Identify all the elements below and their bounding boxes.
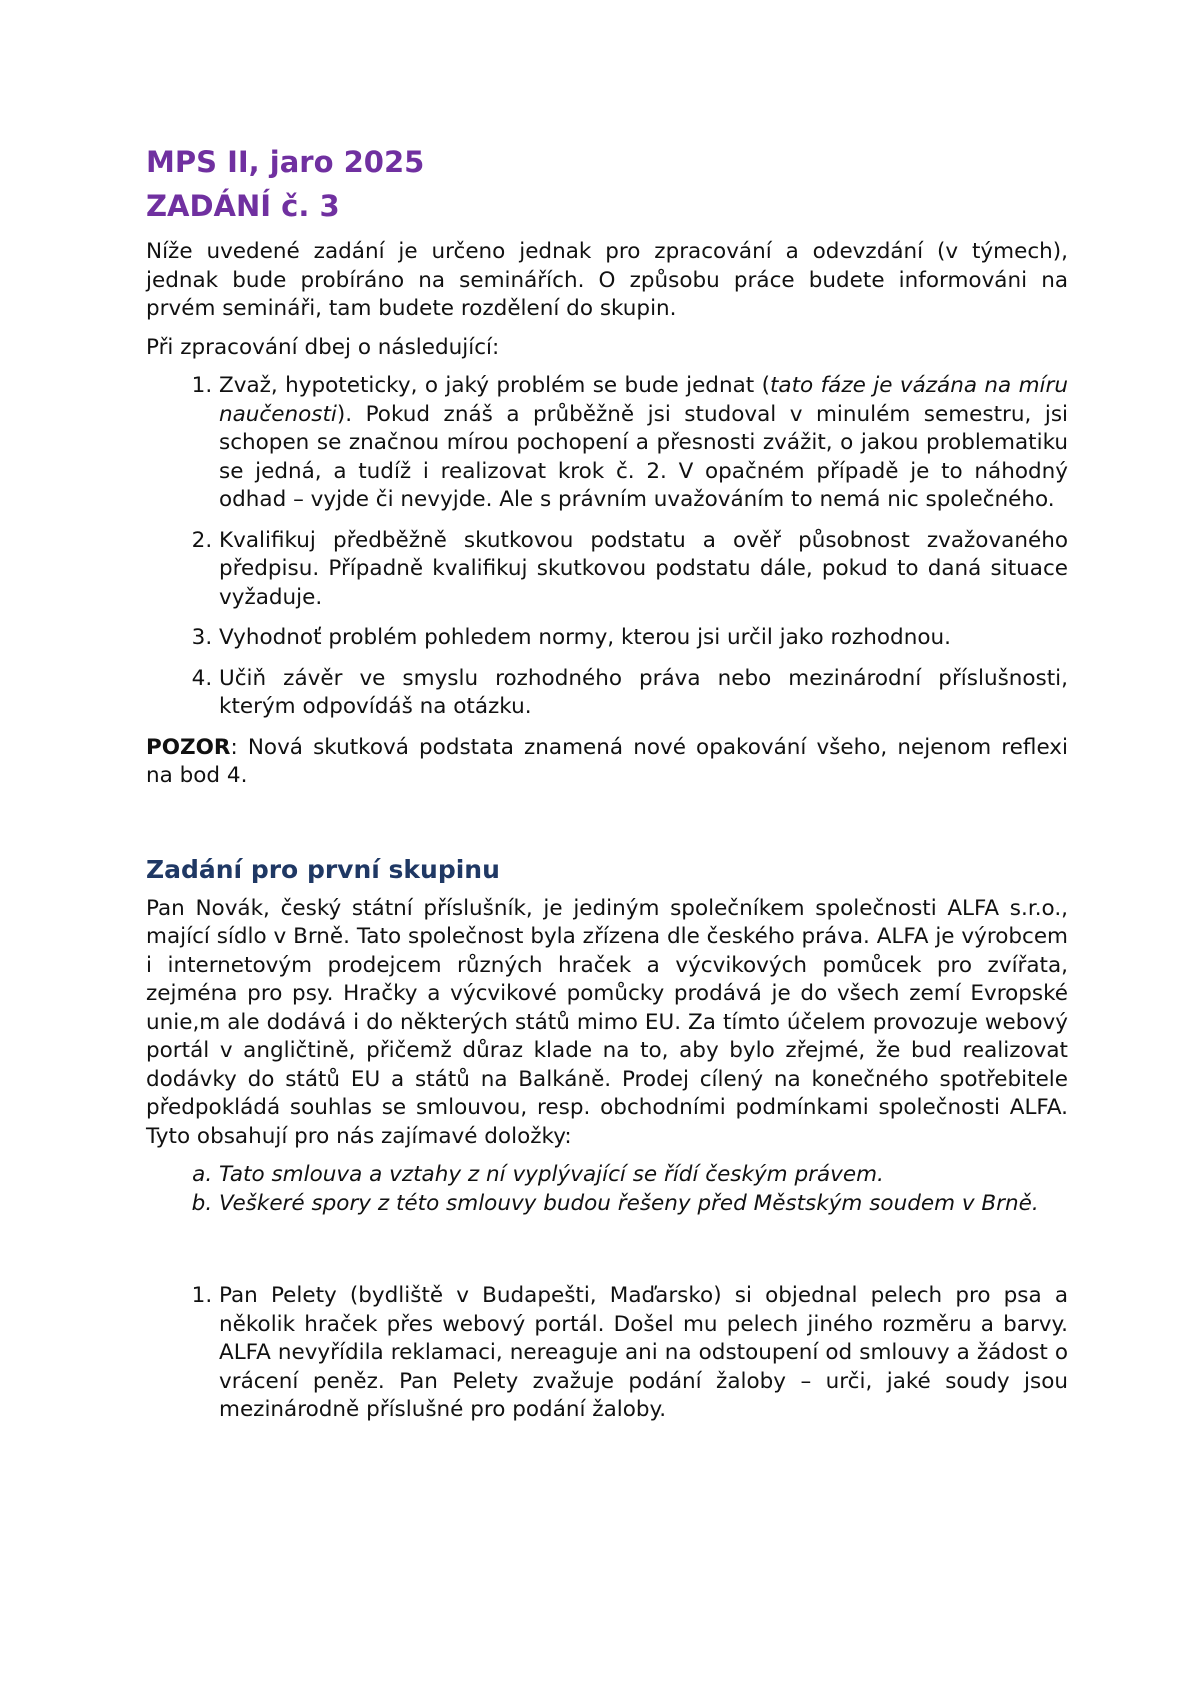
step-text: Kvalifikuj předběžně skutkovou podstatu a ověř působnost zvažovaného předpisu. Případně kvalifikuj skutkovou podstatu dále, pokud to daná situace vyžaduje.: [219, 527, 1068, 610]
document-title: MPS II, jaro 2025: [146, 145, 425, 179]
step-item: [219, 624, 1068, 653]
case-paragraph: Pan Novák, český státní příslušník, je jediným společníkem společnosti ALFA s.r.o., mající sídlo v Brně. Tato společnost byla zřízena dle českého práva. ALFA je výrobcem i internetovým prodejcem různých hraček a výcvikových pomůcek pro zvířata, zejména pro psy. Hračky a výcvikové pomůcky prodává je do všech zemí Evropské unie,m ale dodává i do některých států mimo EU. Za tímto účelem provozuje webový portál v angličtině, přičemž důraz klade na to, aby bylo zřejmé, že bud realizovat dodávky do států EU a států na Balkáně. Prodej cílený na konečného spotřebitele předpokládá souhlas se smlouvou, resp. obchodními podmínkami společnosti ALFA. Tyto obsahují pro nás zajímavé doložky:: [146, 895, 1068, 1149]
warning-paragraph: [146, 734, 1068, 791]
instructions-lead: Při zpracování dbej o následující:: [146, 334, 500, 360]
contract-clauses: [146, 1161, 1068, 1218]
assignment-number: ZADÁNÍ č. 3: [146, 189, 340, 223]
warning-label: POZOR: [146, 734, 231, 760]
case-tasks: [146, 1282, 1068, 1425]
step-text: Zvaž, hypoteticky, o jaký problém se bude jednat (: [219, 373, 770, 398]
warning-text: : Nová skutková podstata znamená nové opakování všeho, nejenom reflexi na bod 4.: [146, 734, 1068, 788]
group-heading: Zadání pro první skupinu: [146, 854, 500, 884]
step-italic-text: tato fáze je vázána na míru naučenosti: [219, 373, 1068, 427]
step-text: ). Pokud znáš a průběžně jsi studoval v minulém semestru, jsi schopen se značnou mírou pochopení a přesnosti zvážit, o jakou problematiku se jedná, a tudíž i realizovat krok č. 2. V opačném případě je to náhodný odhad – vyjde či nevyjde. Ale s právním uvažováním to nemá nic společného.: [219, 401, 1068, 512]
step-item: [219, 372, 1068, 515]
step-text: Učiň závěr ve smyslu rozhodného práva nebo mezinárodní příslušnosti, kterým odpovídáš na otázku.: [219, 665, 1068, 719]
intro-paragraph: Níže uvedené zadání je určeno jednak pro zpracování a odevzdání (v týmech), jednak bude probíráno na seminářích. O způsobu práce budete informováni na prvém semináři, tam budete rozdělení do skupin.: [146, 239, 1068, 321]
clause-item: b. Veškeré spory z této smlouvy budou řešeny před Městským soudem v Brně.: [219, 1190, 1068, 1219]
step-text: Vyhodnoť problém pohledem normy, kterou jsi určil jako rozhodnou.: [219, 625, 951, 650]
instruction-steps: [146, 372, 1068, 722]
step-item: [219, 665, 1068, 722]
step-item: [219, 527, 1068, 613]
clause-item: a. Tato smlouva a vztahy z ní vyplývající se řídí českým právem.: [219, 1161, 1068, 1190]
task-item: 1. Pan Pelety (bydliště v Budapešti, Maďarsko) si objednal pelech pro psa a několik hraček přes webový portál. Došel mu pelech jiného rozměru a barvy. ALFA nevyřídila reklamaci, nereaguje ani na odstoupení od smlouvy a žádost o vrácení peněz. Pan Pelety zvažuje podání žaloby – urči, jaké soudy jsou mezinárodně příslušné pro podání žaloby.: [219, 1282, 1068, 1425]
